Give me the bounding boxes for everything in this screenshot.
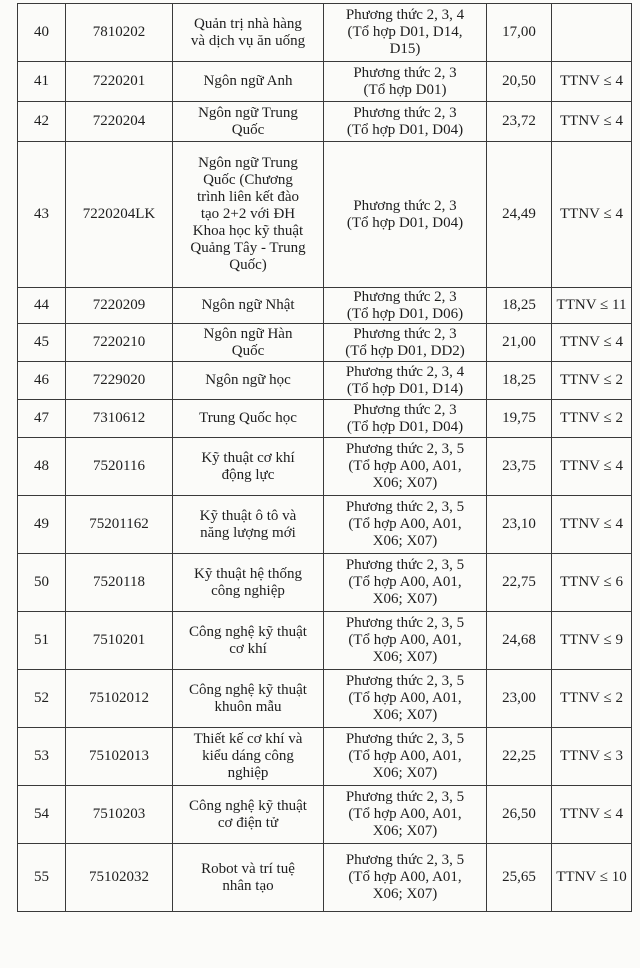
cutoff-score: 19,75: [487, 400, 552, 438]
cutoff-score: 24,49: [487, 142, 552, 288]
row-number: 42: [18, 102, 66, 142]
major-code: 7510203: [66, 786, 173, 844]
table-row: [18, 728, 632, 786]
major-code: 7520116: [66, 438, 173, 496]
table-row: [18, 786, 632, 844]
admission-method: Phương thức 2, 3, 5 (Tổ hợp A00, A01, X06; X07): [324, 496, 487, 554]
major-name: Trung Quốc học: [173, 400, 324, 438]
table-row: [18, 62, 632, 102]
cutoff-score: 26,50: [487, 786, 552, 844]
row-number: 54: [18, 786, 66, 844]
priority-condition: [552, 4, 632, 62]
admission-method: Phương thức 2, 3, 4 (Tổ hợp D01, D14, D15): [324, 4, 487, 62]
admission-method: Phương thức 2, 3, 5 (Tổ hợp A00, A01, X06; X07): [324, 554, 487, 612]
row-number: 41: [18, 62, 66, 102]
row-number: 51: [18, 612, 66, 670]
priority-condition: TTNV ≤ 11: [552, 288, 632, 324]
priority-condition: TTNV ≤ 4: [552, 102, 632, 142]
priority-condition: TTNV ≤ 4: [552, 496, 632, 554]
priority-condition: TTNV ≤ 4: [552, 142, 632, 288]
major-code: 7220204LK: [66, 142, 173, 288]
row-number: 48: [18, 438, 66, 496]
major-code: 75201162: [66, 496, 173, 554]
admission-method: Phương thức 2, 3 (Tổ hợp D01, D04): [324, 102, 487, 142]
major-code: 75102012: [66, 670, 173, 728]
cutoff-score: 20,50: [487, 62, 552, 102]
admission-method: Phương thức 2, 3, 5 (Tổ hợp A00, A01, X06; X07): [324, 844, 487, 912]
admission-method: Phương thức 2, 3, 5 (Tổ hợp A00, A01, X06; X07): [324, 728, 487, 786]
admission-score-table: [17, 3, 632, 912]
cutoff-score: 25,65: [487, 844, 552, 912]
table-row: [18, 496, 632, 554]
row-number: 50: [18, 554, 66, 612]
table-row: [18, 612, 632, 670]
admission-method: Phương thức 2, 3, 5 (Tổ hợp A00, A01, X06; X07): [324, 670, 487, 728]
table-row: [18, 288, 632, 324]
major-name: Thiết kế cơ khí và kiểu dáng công nghiệp: [173, 728, 324, 786]
major-code: 75102013: [66, 728, 173, 786]
priority-condition: TTNV ≤ 9: [552, 612, 632, 670]
cutoff-score: 23,10: [487, 496, 552, 554]
priority-condition: TTNV ≤ 10: [552, 844, 632, 912]
priority-condition: TTNV ≤ 4: [552, 62, 632, 102]
table-row: [18, 142, 632, 288]
table-row: [18, 844, 632, 912]
row-number: 53: [18, 728, 66, 786]
priority-condition: TTNV ≤ 3: [552, 728, 632, 786]
major-code: 7810202: [66, 4, 173, 62]
major-name: Công nghệ kỹ thuật cơ khí: [173, 612, 324, 670]
admission-method: Phương thức 2, 3 (Tổ hợp D01, D04): [324, 142, 487, 288]
row-number: 44: [18, 288, 66, 324]
row-number: 46: [18, 362, 66, 400]
priority-condition: TTNV ≤ 4: [552, 786, 632, 844]
table-row: [18, 102, 632, 142]
major-name: Công nghệ kỹ thuật cơ điện tử: [173, 786, 324, 844]
admission-method: Phương thức 2, 3 (Tổ hợp D01, D06): [324, 288, 487, 324]
priority-condition: TTNV ≤ 4: [552, 438, 632, 496]
major-name: Công nghệ kỹ thuật khuôn mẫu: [173, 670, 324, 728]
admission-method: Phương thức 2, 3, 5 (Tổ hợp A00, A01, X06; X07): [324, 786, 487, 844]
table-row: [18, 554, 632, 612]
cutoff-score: 23,75: [487, 438, 552, 496]
table-row: [18, 438, 632, 496]
major-code: 7510201: [66, 612, 173, 670]
admission-method: Phương thức 2, 3 (Tổ hợp D01, D04): [324, 400, 487, 438]
major-code: 7520118: [66, 554, 173, 612]
cutoff-score: 21,00: [487, 324, 552, 362]
row-number: 55: [18, 844, 66, 912]
major-name: Robot và trí tuệ nhân tạo: [173, 844, 324, 912]
table-row: [18, 324, 632, 362]
admission-method: Phương thức 2, 3, 5 (Tổ hợp A00, A01, X06; X07): [324, 612, 487, 670]
cutoff-score: 23,00: [487, 670, 552, 728]
priority-condition: TTNV ≤ 4: [552, 324, 632, 362]
cutoff-score: 23,72: [487, 102, 552, 142]
major-name: Quản trị nhà hàng và dịch vụ ăn uống: [173, 4, 324, 62]
admission-method: Phương thức 2, 3 (Tổ hợp D01, DD2): [324, 324, 487, 362]
cutoff-score: 22,25: [487, 728, 552, 786]
major-code: 75102032: [66, 844, 173, 912]
table-row: [18, 4, 632, 62]
priority-condition: TTNV ≤ 2: [552, 670, 632, 728]
major-code: 7229020: [66, 362, 173, 400]
cutoff-score: 24,68: [487, 612, 552, 670]
table-row: [18, 670, 632, 728]
admission-method: Phương thức 2, 3, 5 (Tổ hợp A00, A01, X06; X07): [324, 438, 487, 496]
major-code: 7220209: [66, 288, 173, 324]
cutoff-score: 22,75: [487, 554, 552, 612]
major-code: 7220210: [66, 324, 173, 362]
priority-condition: TTNV ≤ 2: [552, 362, 632, 400]
table-row: [18, 400, 632, 438]
row-number: 49: [18, 496, 66, 554]
major-code: 7220204: [66, 102, 173, 142]
cutoff-score: 18,25: [487, 362, 552, 400]
row-number: 45: [18, 324, 66, 362]
major-name: Ngôn ngữ Hàn Quốc: [173, 324, 324, 362]
table-row: [18, 362, 632, 400]
major-name: Kỹ thuật ô tô và năng lượng mới: [173, 496, 324, 554]
row-number: 52: [18, 670, 66, 728]
major-name: Ngôn ngữ Trung Quốc: [173, 102, 324, 142]
major-name: Ngôn ngữ Trung Quốc (Chương trình liên kết đào tạo 2+2 với ĐH Khoa học kỹ thuật Quảng Tây - Trung Quốc): [173, 142, 324, 288]
major-code: 7220201: [66, 62, 173, 102]
major-name: Ngôn ngữ Nhật: [173, 288, 324, 324]
priority-condition: TTNV ≤ 6: [552, 554, 632, 612]
cutoff-score: 18,25: [487, 288, 552, 324]
major-code: 7310612: [66, 400, 173, 438]
priority-condition: TTNV ≤ 2: [552, 400, 632, 438]
table-body: [18, 4, 632, 912]
admission-method: Phương thức 2, 3 (Tổ hợp D01): [324, 62, 487, 102]
cutoff-score: 17,00: [487, 4, 552, 62]
row-number: 40: [18, 4, 66, 62]
major-name: Kỹ thuật hệ thống công nghiệp: [173, 554, 324, 612]
row-number: 43: [18, 142, 66, 288]
major-name: Ngôn ngữ học: [173, 362, 324, 400]
row-number: 47: [18, 400, 66, 438]
major-name: Ngôn ngữ Anh: [173, 62, 324, 102]
major-name: Kỹ thuật cơ khí động lực: [173, 438, 324, 496]
admission-method: Phương thức 2, 3, 4 (Tổ hợp D01, D14): [324, 362, 487, 400]
